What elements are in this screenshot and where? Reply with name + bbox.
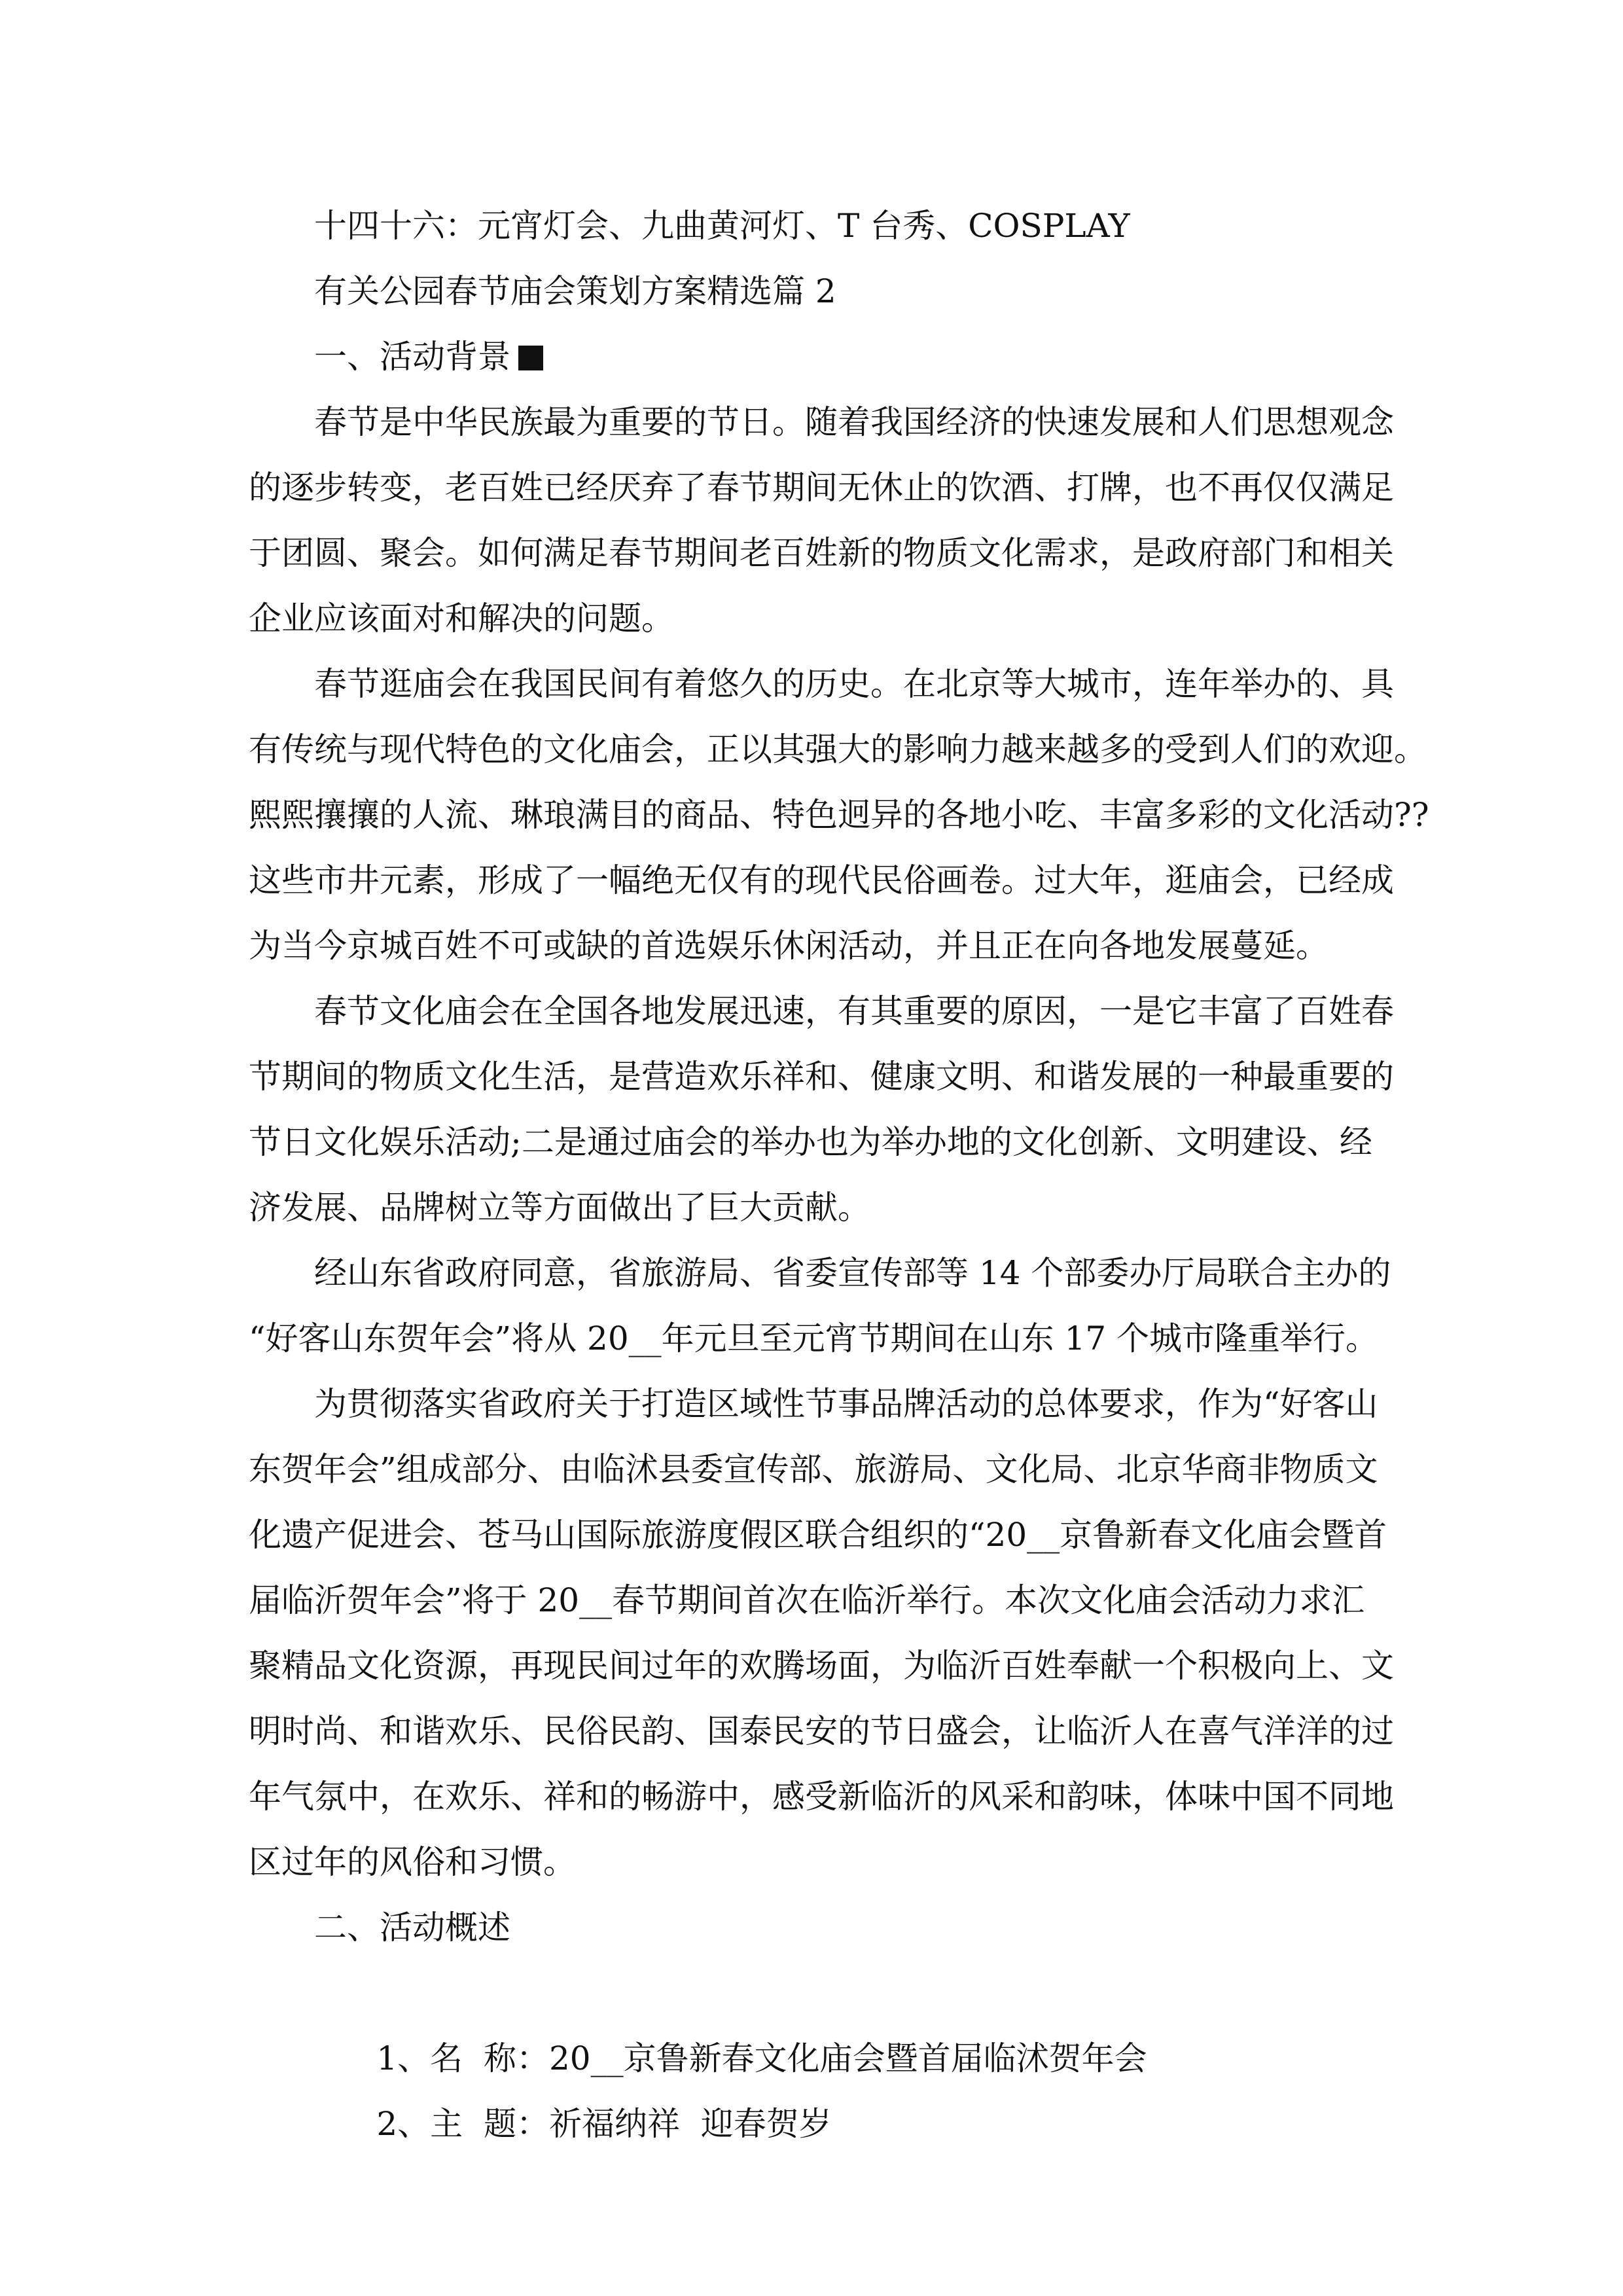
paragraph-line <box>249 1437 1400 1502</box>
item-text: 1、名 称：20__京鲁新春文化庙会暨首届临沭贺年会 <box>376 2039 1147 2077</box>
paragraph-line-text: “好客山东贺年会”将从 20__年元旦至元宵节期间在山东 17 个城市隆重举行。 <box>249 1319 1379 1357</box>
paragraph-line <box>249 1764 1400 1829</box>
paragraph-line-text: 区过年的风俗和习惯。 <box>249 1843 576 1881</box>
paragraph-line-text: 于团圆、聚会。如何满足春节期间老百姓新的物质文化需求，是政府部门和相关 <box>249 534 1394 572</box>
paragraph-line <box>249 1109 1400 1175</box>
paragraph-line <box>249 520 1400 586</box>
heading-activity-overview <box>314 1895 1400 1960</box>
section-heading-article-2 <box>314 259 1400 324</box>
paragraph-line-text: 为贯彻落实省政府关于打造区域性节事品牌活动的总体要求，作为“好客山 <box>314 1385 1378 1423</box>
paragraph-line-text: 有传统与现代特色的文化庙会，正以其强大的影响力越来越多的受到人们的欢迎。 <box>249 730 1427 768</box>
paragraph-line <box>249 782 1429 848</box>
paragraph-line-text: 春节逛庙会在我国民间有着悠久的历史。在北京等大城市，连年举办的、具 <box>314 665 1394 703</box>
paragraph-line <box>249 1698 1400 1764</box>
paragraph-line-text: 的逐步转变，老百姓已经厌弃了春节期间无休止的饮酒、打牌，也不再仅仅满足 <box>249 469 1394 507</box>
schedule-line <box>314 193 1400 259</box>
paragraph-line <box>249 848 1400 913</box>
paragraph-2 <box>249 651 1429 978</box>
paragraph-line <box>314 978 1400 1044</box>
paragraph-line <box>249 1633 1400 1698</box>
paragraph-line <box>249 1306 1400 1371</box>
paragraph-line <box>249 586 1400 651</box>
paragraph-line-text: 春节文化庙会在全国各地发展迅速，有其重要的原因，一是它丰富了百姓春 <box>314 992 1394 1030</box>
paragraph-line <box>249 1044 1400 1109</box>
black-square-icon <box>518 346 543 370</box>
paragraph-line <box>249 1175 1400 1240</box>
schedule-text: 十四十六：元宵灯会、九曲黄河灯、T 台秀、COSPLAY <box>314 207 1130 245</box>
paragraph-line-text: 明时尚、和谐欢乐、民俗民韵、国泰民安的节日盛会，让临沂人在喜气洋洋的过 <box>249 1712 1394 1750</box>
paragraph-line-text: 东贺年会”组成部分、由临沭县委宣传部、旅游局、文化局、北京华商非物质文 <box>249 1450 1378 1488</box>
document-body <box>249 193 1429 2143</box>
item-name <box>314 1960 1400 2077</box>
paragraph-line-text: 济发展、品牌树立等方面做出了巨大贡献。 <box>249 1189 870 1227</box>
paragraph-4 <box>249 1240 1400 1371</box>
heading-activity-background <box>314 324 1400 389</box>
paragraph-line <box>314 1371 1400 1437</box>
heading-text: 二、活动概述 <box>314 1909 510 1946</box>
paragraph-3 <box>249 978 1400 1240</box>
paragraph-line <box>314 651 1400 717</box>
item-text: 2、主 题：祈福纳祥 迎春贺岁 <box>376 2105 832 2143</box>
paragraph-line <box>314 1240 1400 1306</box>
paragraph-line <box>249 717 1427 782</box>
paragraph-5 <box>249 1371 1400 1895</box>
paragraph-line-text: 年气氛中，在欢乐、祥和的畅游中，感受新临沂的风采和韵味，体味中国不同地 <box>249 1778 1394 1816</box>
paragraph-line <box>249 913 1400 978</box>
paragraph-line-text: 聚精品文化资源，再现民间过年的欢腾场面，为临沂百姓奉献一个积极向上、文 <box>249 1647 1394 1685</box>
paragraph-line-text: 这些市井元素，形成了一幅绝无仅有的现代民俗画卷。过大年，逛庙会，已经成 <box>249 861 1394 899</box>
paragraph-line <box>249 455 1400 520</box>
paragraph-line-text: 化遗产促进会、苍马山国际旅游度假区联合组织的“20__京鲁新春文化庙会暨首 <box>249 1516 1387 1554</box>
paragraph-1 <box>249 389 1400 651</box>
paragraph-line <box>314 389 1400 455</box>
paragraph-line <box>249 1568 1400 1633</box>
paragraph-line-text: 为当今京城百姓不可或缺的首选娱乐休闲活动，并且正在向各地发展蔓延。 <box>249 927 1329 965</box>
paragraph-line-text: 节日文化娱乐活动;二是通过庙会的举办也为举办地的文化创新、文明建设、经 <box>249 1123 1372 1161</box>
paragraph-line-text: 春节是中华民族最为重要的节日。随着我国经济的快速发展和人们思想观念 <box>314 403 1394 441</box>
paragraph-line <box>249 1829 1400 1895</box>
heading-text: 一、活动背景 <box>314 338 510 376</box>
paragraph-line-text: 节期间的物质文化生活，是营造欢乐祥和、健康文明、和谐发展的一种最重要的 <box>249 1058 1394 1096</box>
paragraph-line-text: 企业应该面对和解决的问题。 <box>249 600 674 637</box>
article-title-text: 有关公园春节庙会策划方案精选篇 2 <box>314 272 836 310</box>
paragraph-line-text: 熙熙攘攘的人流、琳琅满目的商品、特色迥异的各地小吃、丰富多彩的文化活动?? <box>249 796 1429 834</box>
paragraph-line-text: 经山东省政府同意，省旅游局、省委宣传部等 14 个部委办厅局联合主办的 <box>314 1254 1391 1292</box>
paragraph-line <box>249 1502 1400 1568</box>
paragraph-line-text: 届临沂贺年会”将于 20__春节期间首次在临沂举行。本次文化庙会活动力求汇 <box>249 1581 1365 1619</box>
